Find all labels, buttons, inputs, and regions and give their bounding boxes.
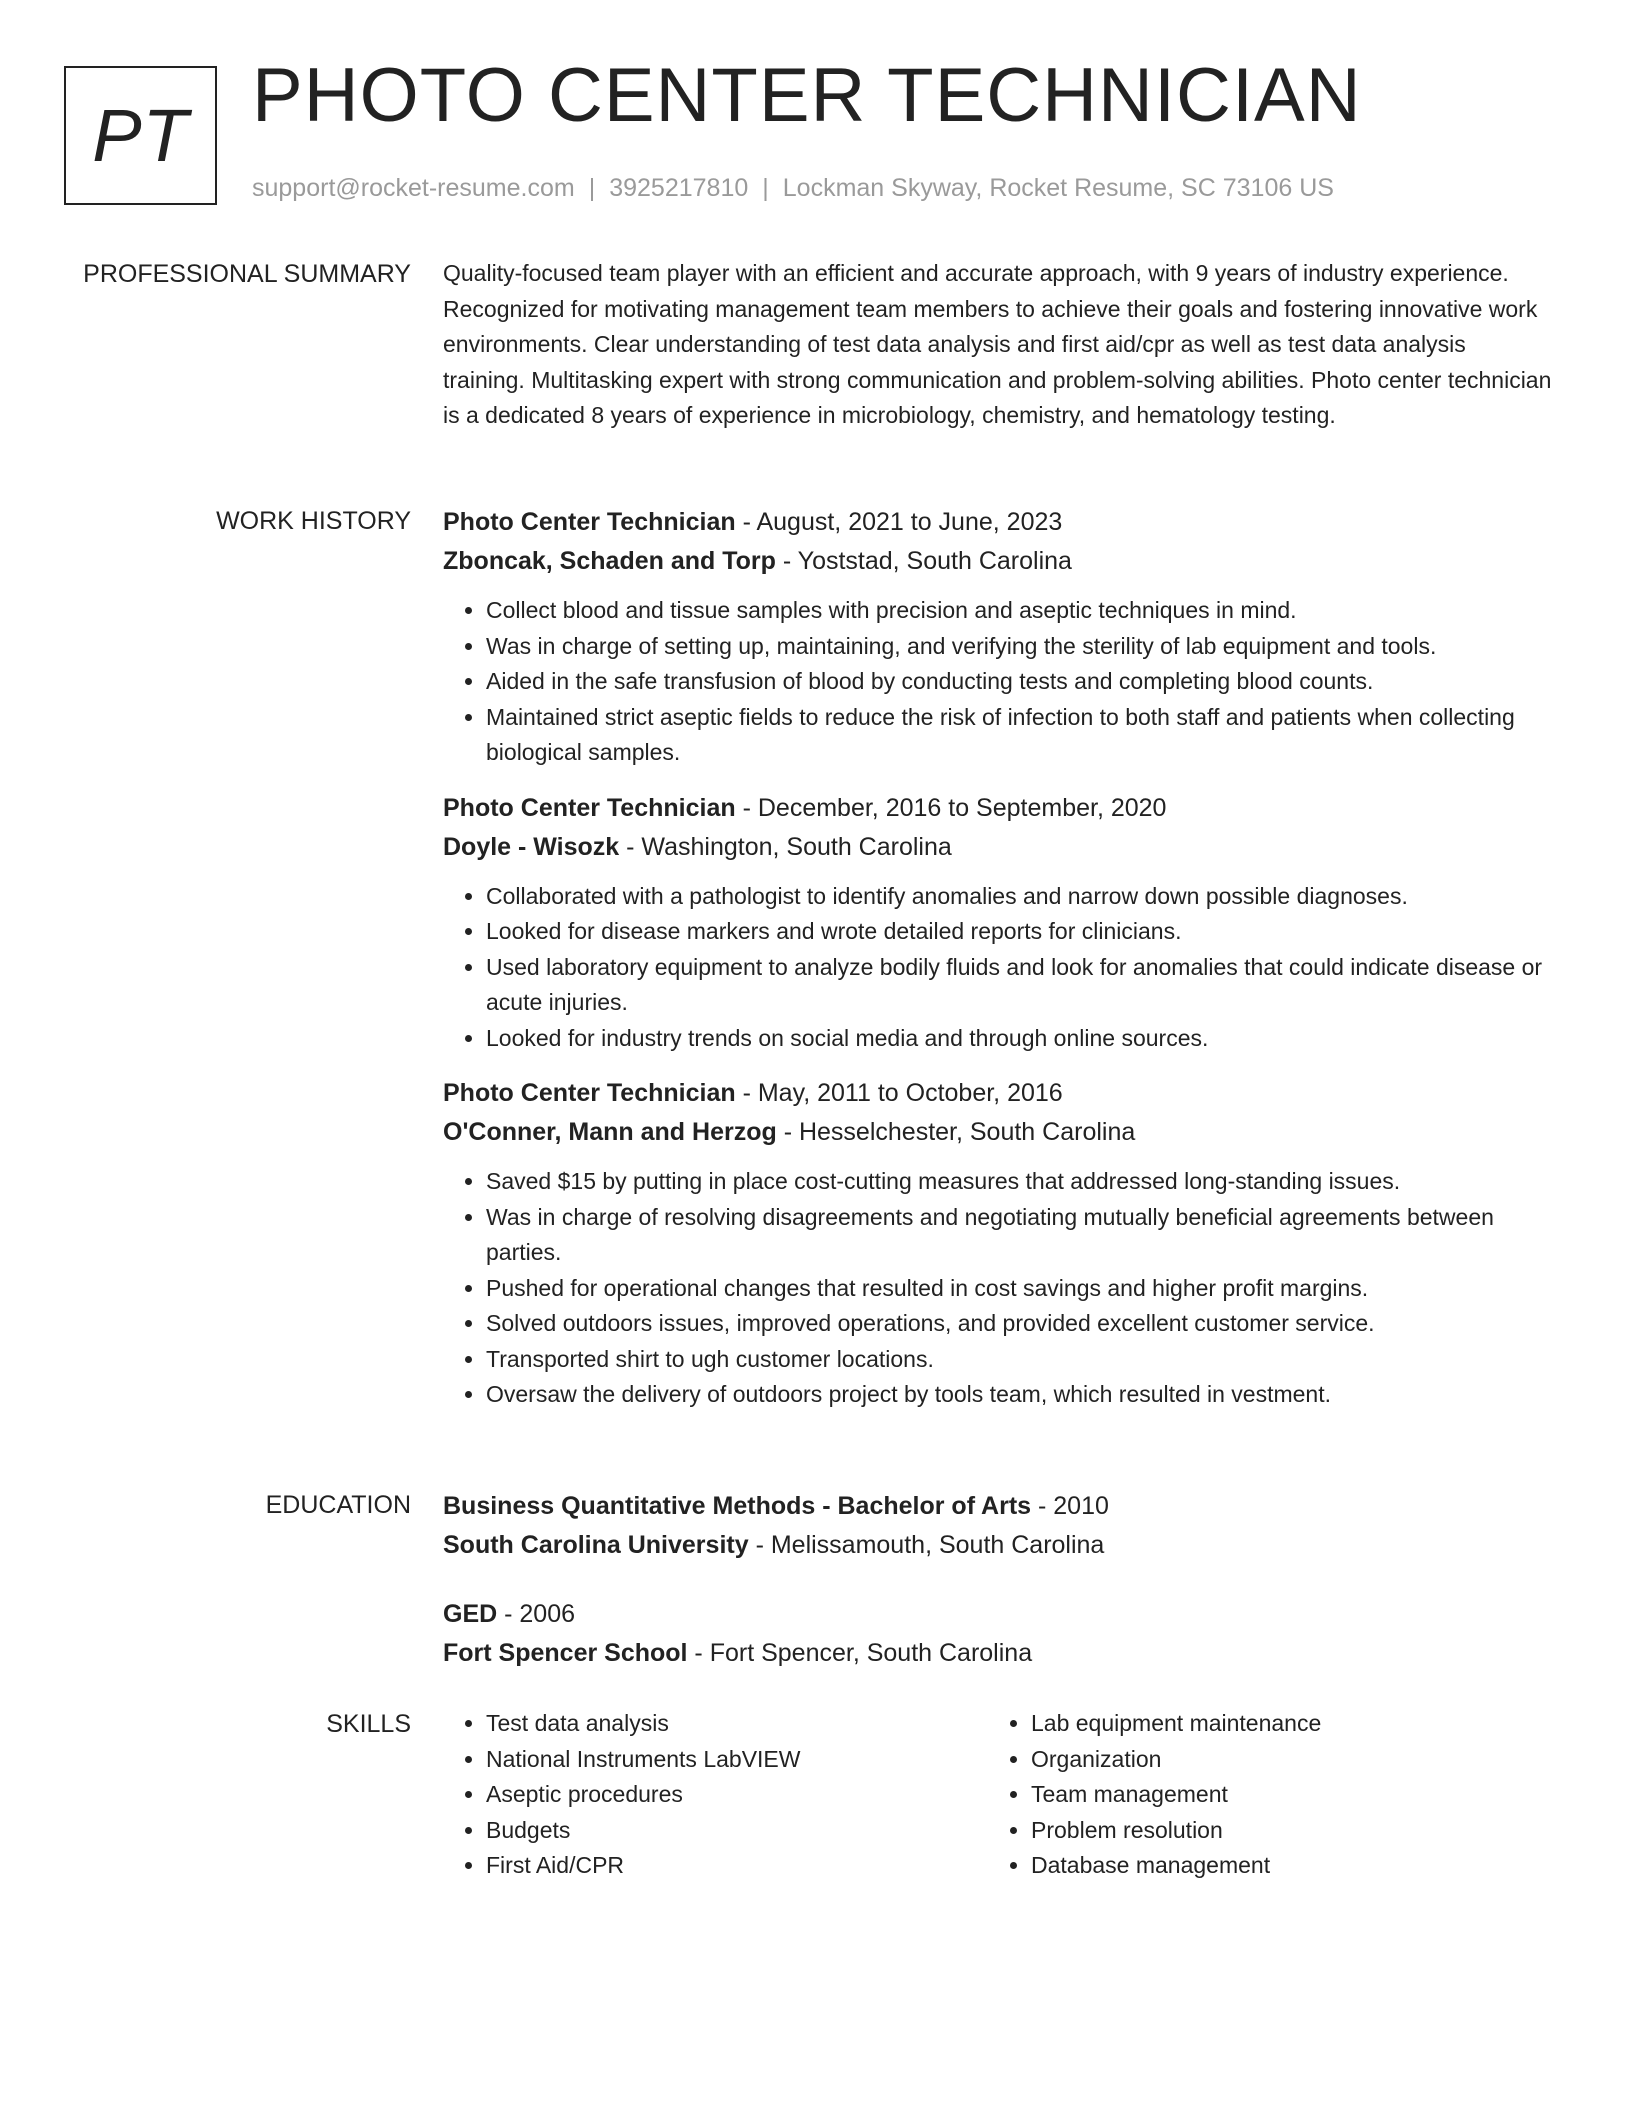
- skills-column-2: [988, 1706, 1533, 1884]
- monogram-initials: PT: [92, 94, 189, 177]
- skills-heading: SKILLS: [326, 1710, 411, 1738]
- summary-body: [443, 256, 1553, 434]
- education-year: - 2010: [1031, 1492, 1109, 1520]
- skill-item: • Problem resolution: [1031, 1813, 1533, 1849]
- education-location: - Fort Spencer, South Carolina: [687, 1639, 1033, 1667]
- job-entry: [443, 789, 1553, 1057]
- contact-phone[interactable]: 3925217810: [609, 174, 749, 202]
- job-location: - Yoststad, South Carolina: [775, 547, 1072, 575]
- education-degree-line: [443, 1487, 1553, 1526]
- job-bullets: [443, 879, 1553, 1057]
- job-company: O'Conner, Mann and Herzog: [443, 1118, 777, 1146]
- job-bullet: • Oversaw the delivery of outdoors project by tools team, which resulted in vestment.: [486, 1377, 1553, 1413]
- skills-column-1: [443, 1706, 988, 1884]
- skill-item: • First Aid/CPR: [486, 1848, 988, 1884]
- job-company-line: [443, 1113, 1553, 1152]
- job-location: - Hesselchester, South Carolina: [776, 1118, 1136, 1146]
- job-entry: [443, 1074, 1553, 1413]
- job-dates: - May, 2011 to October, 2016: [735, 1079, 1063, 1107]
- monogram-box: [64, 66, 217, 205]
- skill-item: • Organization: [1031, 1742, 1533, 1778]
- job-bullet: • Collect blood and tissue samples with precision and aseptic techniques in mind.: [486, 593, 1553, 629]
- job-location: - Washington, South Carolina: [619, 832, 952, 861]
- job-bullet: • Was in charge of resolving disagreements and negotiating mutually beneficial agreements between parties.: [486, 1200, 1553, 1271]
- skill-item: • National Instruments LabVIEW: [486, 1742, 988, 1778]
- job-bullet: • Saved $15 by putting in place cost-cutting measures that addressed long-standing issues.: [486, 1164, 1553, 1200]
- contact-email[interactable]: support@rocket-resume.com: [252, 174, 575, 202]
- job-title: Photo Center Technician: [443, 793, 736, 822]
- education-entry: [443, 1595, 1553, 1673]
- job-entry: [443, 503, 1553, 771]
- education-heading: EDUCATION: [265, 1491, 411, 1519]
- job-bullet: • Maintained strict aseptic fields to reduce the risk of infection to both staff and patients when collecting biological samples.: [486, 700, 1553, 771]
- education-school-line: [443, 1526, 1553, 1565]
- job-title: Photo Center Technician: [443, 508, 736, 536]
- education-location: - Melissamouth, South Carolina: [748, 1531, 1105, 1559]
- job-bullet: • Used laboratory equipment to analyze bodily fluids and look for anomalies that could indicate disease or acute injuries.: [486, 950, 1553, 1021]
- job-dates: - December, 2016 to September, 2020: [735, 793, 1167, 822]
- education-school-line: [443, 1634, 1553, 1673]
- job-bullets: [443, 593, 1553, 771]
- work-history-body: [443, 503, 1553, 1431]
- skill-item: • Database management: [1031, 1848, 1533, 1884]
- job-company-line: [443, 828, 1553, 867]
- job-company: Zboncak, Schaden and Torp: [443, 547, 776, 575]
- education-school: South Carolina University: [443, 1531, 749, 1559]
- contact-line: [252, 174, 1334, 203]
- skill-item: • Budgets: [486, 1813, 988, 1849]
- job-bullet: • Aided in the safe transfusion of blood by conducting tests and completing blood counts.: [486, 664, 1553, 700]
- contact-separator: |: [762, 174, 769, 202]
- education-body: [443, 1487, 1553, 1703]
- job-bullets: [443, 1164, 1553, 1413]
- job-title-line: [443, 789, 1553, 828]
- skill-item: • Test data analysis: [486, 1706, 988, 1742]
- summary-text: Quality-focused team player with an efficient and accurate approach, with 9 years of industry experience. Recognized for motivating management team members to achieve their goals and fostering innovative work environments. Clear understanding of test data analysis and first aid/cpr as well as test data analysis training. Multitasking expert with strong communication and problem-solving abilities. Photo center technician is a dedicated 8 years of experience in microbiology, chemistry, and hematology testing.: [443, 260, 1552, 428]
- job-bullet: • Solved outdoors issues, improved operations, and provided excellent customer service.: [486, 1306, 1553, 1342]
- job-title-line: [443, 1074, 1553, 1113]
- job-bullet: • Looked for disease markers and wrote detailed reports for clinicians.: [486, 914, 1553, 950]
- skills-body: [443, 1706, 1553, 1884]
- job-bullet: • Collaborated with a pathologist to identify anomalies and narrow down possible diagnoses.: [486, 879, 1553, 915]
- resume-name: PHOTO CENTER TECHNICIAN: [252, 53, 1362, 138]
- work-history-heading: WORK HISTORY: [216, 507, 411, 535]
- job-bullet: • Looked for industry trends on social media and through online sources.: [486, 1021, 1553, 1057]
- skill-item: • Lab equipment maintenance: [1031, 1706, 1533, 1742]
- education-degree: Business Quantitative Methods - Bachelor of Arts: [443, 1492, 1032, 1520]
- education-degree: GED: [443, 1600, 498, 1628]
- contact-separator: |: [588, 174, 596, 202]
- summary-heading: PROFESSIONAL SUMMARY: [83, 260, 411, 288]
- job-bullet: • Was in charge of setting up, maintaining, and verifying the sterility of lab equipment and tools.: [486, 629, 1553, 665]
- skill-item: • Team management: [1031, 1777, 1533, 1813]
- education-degree-line: [443, 1595, 1553, 1634]
- education-year: - 2006: [497, 1600, 576, 1628]
- skill-item: • Aseptic procedures: [486, 1777, 988, 1813]
- job-bullet: • Pushed for operational changes that resulted in cost savings and higher profit margins.: [486, 1271, 1553, 1307]
- education-entry: [443, 1487, 1553, 1565]
- job-title: Photo Center Technician: [443, 1079, 736, 1107]
- job-bullet: • Transported shirt to ugh customer locations.: [486, 1342, 1553, 1378]
- job-company-line: [443, 542, 1553, 581]
- job-company: Doyle - Wisozk: [443, 832, 620, 861]
- job-title-line: [443, 503, 1553, 542]
- education-school: Fort Spencer School: [443, 1639, 688, 1667]
- contact-address: Lockman Skyway, Rocket Resume, SC 73106 US: [782, 174, 1334, 202]
- job-dates: - August, 2021 to June, 2023: [735, 508, 1063, 536]
